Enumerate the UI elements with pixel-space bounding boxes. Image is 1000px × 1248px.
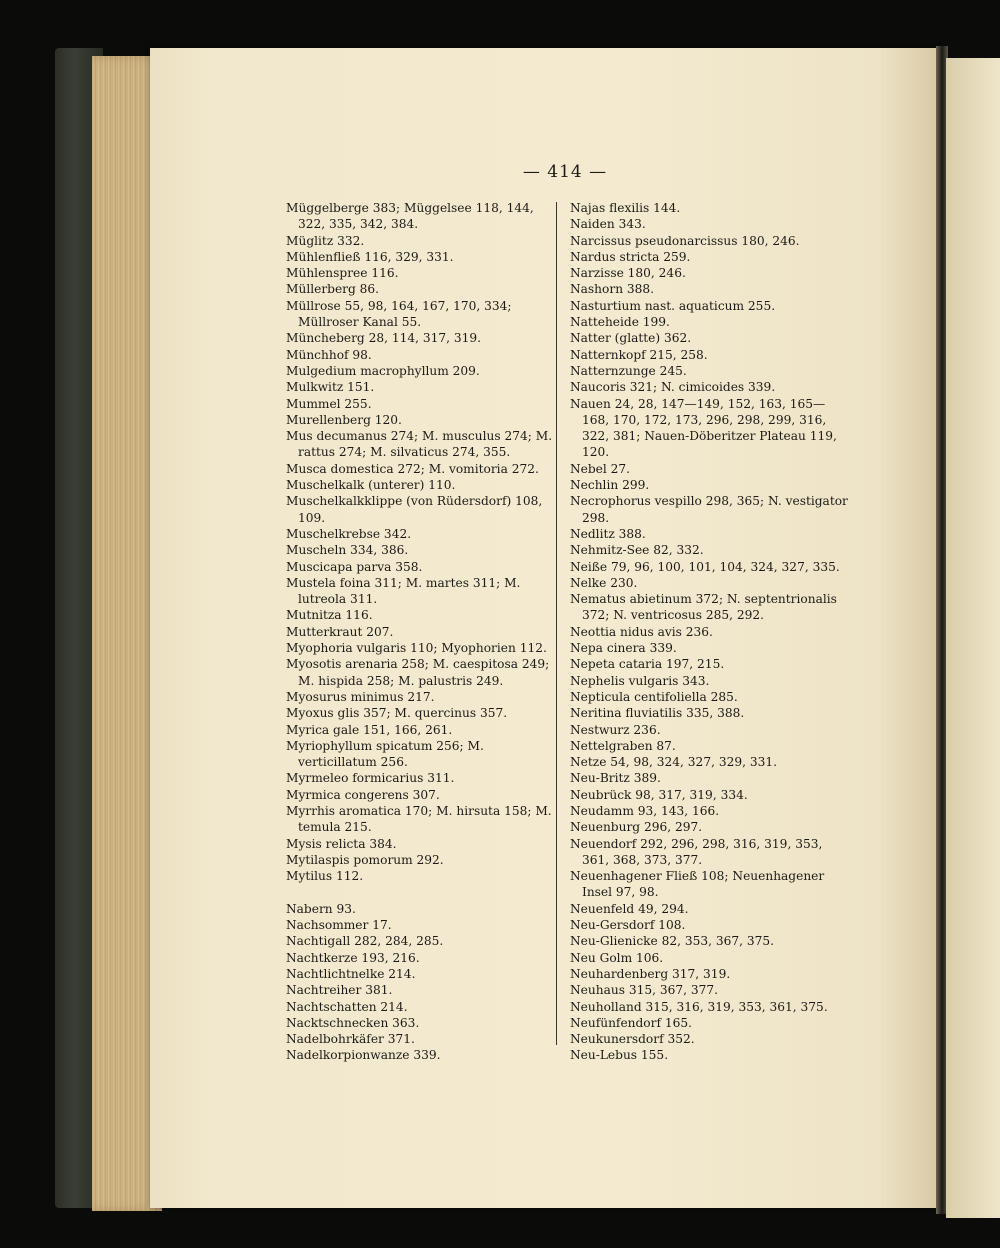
index-entry: Myrrhis aromatica 170; M. hirsuta 158; M. temula 215.: [286, 803, 552, 835]
index-entry: Neuhardenberg 317, 319.: [570, 966, 731, 981]
index-entry: Nadelbohrkäfer 371.: [286, 1032, 415, 1047]
page-number: — 414 —: [522, 162, 608, 182]
index-entry: Mus decumanus 274; M. musculus 274; M. rattus 274; M. silvaticus 274, 355.: [286, 429, 553, 460]
index-entry: Neuhaus 315, 367, 377.: [570, 983, 718, 998]
index-column-left: [286, 200, 558, 1064]
index-entry: Neu-Glienicke 82, 353, 367, 375.: [570, 934, 775, 949]
index-entry: Nestwurz 236.: [570, 722, 661, 737]
index-entry: Nedlitz 388.: [570, 526, 646, 541]
index-entry: Neuendorf 292, 296, 298, 316, 319, 353, 361, 368, 373, 377.: [570, 836, 823, 867]
index-entry: Natternzunge 245.: [570, 363, 687, 378]
index-entry: Nepeta cataria 197, 215.: [570, 657, 725, 672]
index-entry: Mulkwitz 151.: [286, 380, 375, 395]
index-entry: Neuholland 315, 316, 319, 353, 361, 375.: [570, 999, 828, 1014]
index-entry: Neudamm 93, 143, 166.: [570, 803, 720, 818]
index-entry: Nehmitz-See 82, 332.: [570, 543, 704, 558]
index-entry: Nasturtium nast. aquaticum 255.: [570, 298, 776, 313]
index-entry: Neritina fluviatilis 335, 388.: [570, 706, 745, 721]
index-entry: Neuenfeld 49, 294.: [570, 901, 689, 916]
index-entry: Mustela foina 311; M. martes 311; M. lutreola 311.: [286, 575, 521, 607]
index-entry: Netze 54, 98, 324, 327, 329, 331.: [570, 755, 777, 770]
index-column-right: [570, 200, 848, 1064]
index-entry: Neu-Gersdorf 108.: [570, 918, 686, 933]
index-entry: Nelke 230.: [570, 575, 638, 590]
index-entry: Narcissus pseudonarcissus 180, 246.: [570, 233, 800, 248]
index-entry: Necrophorus vespillo 298, 365; N. vestigator 298.: [570, 494, 848, 525]
index-entry: Nacktschnecken 363.: [286, 1015, 420, 1030]
index-entry: Musca domestica 272; M. vomitoria 272.: [286, 461, 539, 476]
index-entry: Nauen 24, 28, 147—149, 152, 163, 165—168, 170, 172, 173, 296, 298, 299, 316, 322, 381; Nauen-Döberitzer Plateau 119, 120.: [570, 396, 837, 460]
index-entry: Neu Golm 106.: [570, 950, 664, 965]
index-entry: Nepa cinera 339.: [570, 641, 677, 656]
index-entry: Nechlin 299.: [570, 478, 650, 493]
index-entry: Neufünfendorf 165.: [570, 1015, 692, 1030]
index-entry: Muscicapa parva 358.: [286, 559, 423, 574]
index-entry: Myoxus glis 357; M. quercinus 357.: [286, 706, 508, 721]
index-entry: Nematus abietinum 372; N. septentrionalis 372; N. ventricosus 285, 292.: [570, 592, 837, 623]
index-entry: Nabern 93.: [286, 901, 356, 916]
index-entry: Muschelkalk (unterer) 110.: [286, 478, 456, 493]
index-entry: Muschelkalkklippe (von Rüdersdorf) 108, 109.: [286, 494, 543, 525]
index-entry: Mytilaspis pomorum 292.: [286, 852, 444, 867]
index-entry: Nachsommer 17.: [286, 918, 392, 933]
index-entry: Neu-Lebus 155.: [570, 1048, 669, 1063]
facing-page-edge: [946, 58, 1000, 1218]
index-entry: Myrmeleo formicarius 311.: [286, 771, 455, 786]
index-entry: Neiße 79, 96, 100, 101, 104, 324, 327, 335.: [570, 559, 840, 574]
index-entry: Myosurus minimus 217.: [286, 689, 435, 704]
index-entry: Nardus stricta 259.: [570, 249, 691, 264]
index-entry: Münchhof 98.: [286, 347, 372, 362]
index-entry: Natternkopf 215, 258.: [570, 347, 708, 362]
index-entry: Naucoris 321; N. cimicoides 339.: [570, 380, 776, 395]
column-rule: [556, 202, 557, 1045]
index-entry: Neottia nidus avis 236.: [570, 624, 713, 639]
index-entry: Muschelkrebse 342.: [286, 526, 412, 541]
index-entry: Nashorn 388.: [570, 282, 655, 297]
index-entry: Nadelkorpionwanze 339.: [286, 1048, 441, 1063]
index-entry: Mutnitza 116.: [286, 608, 373, 623]
index-entry: Neuenburg 296, 297.: [570, 820, 703, 835]
index-entry: Mysis relicta 384.: [286, 836, 397, 851]
index-entry: Natter (glatte) 362.: [570, 331, 692, 346]
index-entry: Muscheln 334, 386.: [286, 543, 409, 558]
index-entry: Murellenberg 120.: [286, 412, 402, 427]
index-entry: Myrica gale 151, 166, 261.: [286, 722, 453, 737]
index-entry: Naiden 343.: [570, 217, 646, 232]
index-entry: Neubrück 98, 317, 319, 334.: [570, 787, 748, 802]
index-entry: Nachtreiher 381.: [286, 983, 393, 998]
index-entry: Neuenhagener Fließ 108; Neuenhagener Insel 97, 98.: [570, 869, 825, 900]
index-entry: Nachtkerze 193, 216.: [286, 950, 420, 965]
index-entry: Mummel 255.: [286, 396, 372, 411]
index-entry: Mühlenspree 116.: [286, 266, 399, 281]
index-entry: Mulgedium macrophyllum 209.: [286, 363, 480, 378]
index-entry: Nepticula centifoliella 285.: [570, 689, 738, 704]
index-entry: Müncheberg 28, 114, 317, 319.: [286, 331, 481, 346]
index-entry: Mytilus 112.: [286, 869, 364, 884]
index-entry: Neukunersdorf 352.: [570, 1032, 695, 1047]
index-entry: Neu-Britz 389.: [570, 771, 661, 786]
index-entry: Myrmica congerens 307.: [286, 787, 440, 802]
index-entry: Nephelis vulgaris 343.: [570, 673, 710, 688]
index-entry: Müglitz 332.: [286, 233, 365, 248]
index-entry: Nettelgraben 87.: [570, 738, 676, 753]
index-entry: Myosotis arenaria 258; M. caespitosa 249; M. hispida 258; M. palustris 249.: [286, 657, 550, 688]
index-entry: Nebel 27.: [570, 461, 631, 476]
index-entry: Nachtlichtnelke 214.: [286, 966, 416, 981]
index-entry: Mühlenfließ 116, 329, 331.: [286, 249, 454, 264]
index-entry: Myriophyllum spicatum 256; M. verticillatum 256.: [286, 738, 484, 770]
index-entry: Myophoria vulgaris 110; Myophorien 112.: [286, 641, 547, 656]
index-entry: Nachtschatten 214.: [286, 999, 408, 1014]
index-entry: Müggelberge 383; Müggelsee 118, 144, 322, 335, 342, 384.: [286, 201, 534, 232]
index-entry: Najas flexilis 144.: [570, 201, 681, 215]
index-entry: Nachtigall 282, 284, 285.: [286, 934, 444, 949]
index-entry: Mutterkraut 207.: [286, 624, 394, 639]
index-entry: Narzisse 180, 246.: [570, 266, 686, 281]
index-entry: Natteheide 199.: [570, 315, 670, 330]
index-entry: Müllrose 55, 98, 164, 167, 170, 334; Müllroser Kanal 55.: [286, 298, 512, 330]
index-entry: Müllerberg 86.: [286, 282, 380, 297]
